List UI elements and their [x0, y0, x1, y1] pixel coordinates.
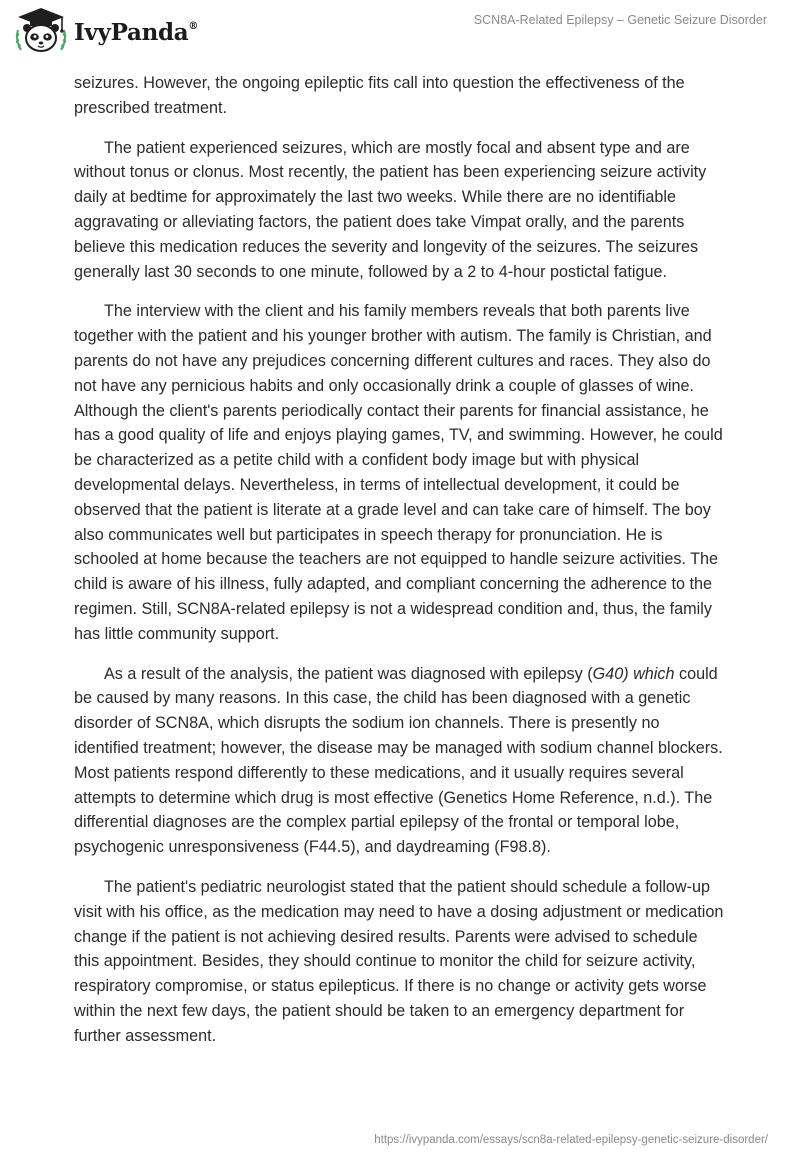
paragraph-symptoms: The patient experienced seizures, which are mostly focal and absent type and are without tonus or clonus. Most recently, the patient has been experiencing seizure activity daily at bedtime for approximately the last two weeks. While there are no identifiable aggravating or alleviating factors, the patient does take Vimpat orally, and the parents believe this medication reduces the severity and longevity of the seizures. The seizures generally last 30 seconds to one minute, followed by a 2 to 4-hour postictal fatigue.: [74, 138, 707, 281]
page-header: [0, 0, 800, 62]
running-title: SCN8A-Related Epilepsy – Genetic Seizure Disorder: [473, 13, 767, 27]
essay-body: [74, 71, 724, 1063]
source-url[interactable]: https://ivypanda.com/essays/scn8a-related-epilepsy-genetic-seizure-disorder/: [374, 1134, 768, 1146]
diagnosis-code: G40) which: [592, 664, 675, 683]
paragraph-diagnosis: As a result of the analysis, the patient was diagnosed with epilepsy (G40) which could be caused by many reasons. In this case, the child has been diagnosed with a genetic disorder of SCN8A, which disrupts the sodium ion channels. There is presently no identified treatment; however, the disease may be managed with sodium channel blockers. Most patients respond differently to these medications, and it usually requires several attempts to determine which drug is most effective (Genetics Home Reference, n.d.). The differential diagnoses are the complex partial epilepsy of the frontal or temporal lobe, psychogenic unresponsiveness (F44.5), and daydreaming (F98.8).: [74, 664, 723, 857]
panda-graduate-icon: [12, 6, 70, 56]
paragraph-continued: seizures. However, the ongoing epileptic fits call into question the effectiveness of the prescribed treatment.: [74, 74, 685, 117]
paragraph-follow-up: The patient's pediatric neurologist stated that the patient should schedule a follow-up visit with his office, as the medication may need to have a dosing adjustment or medication change if the patient is not achieving desired results. Parents were advised to schedule this appointment. Besides, they should continue to monitor the child for seizure activity, respiratory compromise, or status epilepticus. If there is no change or activity gets worse within the next few days, the patient should be taken to an emergency department for further assessment.: [74, 877, 724, 1045]
brand-name: IvyPanda®: [74, 18, 199, 46]
paragraph-family-interview: The interview with the client and his family members reveals that both parents live together with the patient and his younger brother with autism. The family is Christian, and parents do not have any prejudices concerning different cultures and races. They also do not have any pernicious habits and only occasionally drink a couple of glasses of wine. Although the client's parents periodically contact their parents for financial assistance, he has a good quality of life and enjoys playing games, TV, and swimming. However, he could be characterized as a petite child with a confident body image but with physical developmental delays. Nevertheless, in terms of intellectual development, it could be observed that the patient is literate at a grade level and can take care of himself. The boy also communicates well but participates in speech therapy for pronunciation. He is schooled at home because the teachers are not equipped to handle seizure activities. The child is aware of his illness, fully adapted, and compliant concerning the adherence to the regimen. Still, SCN8A-related epilepsy is not a widespread condition and, thus, the family has little community support.: [74, 302, 723, 643]
ivypanda-logo[interactable]: [12, 6, 198, 56]
